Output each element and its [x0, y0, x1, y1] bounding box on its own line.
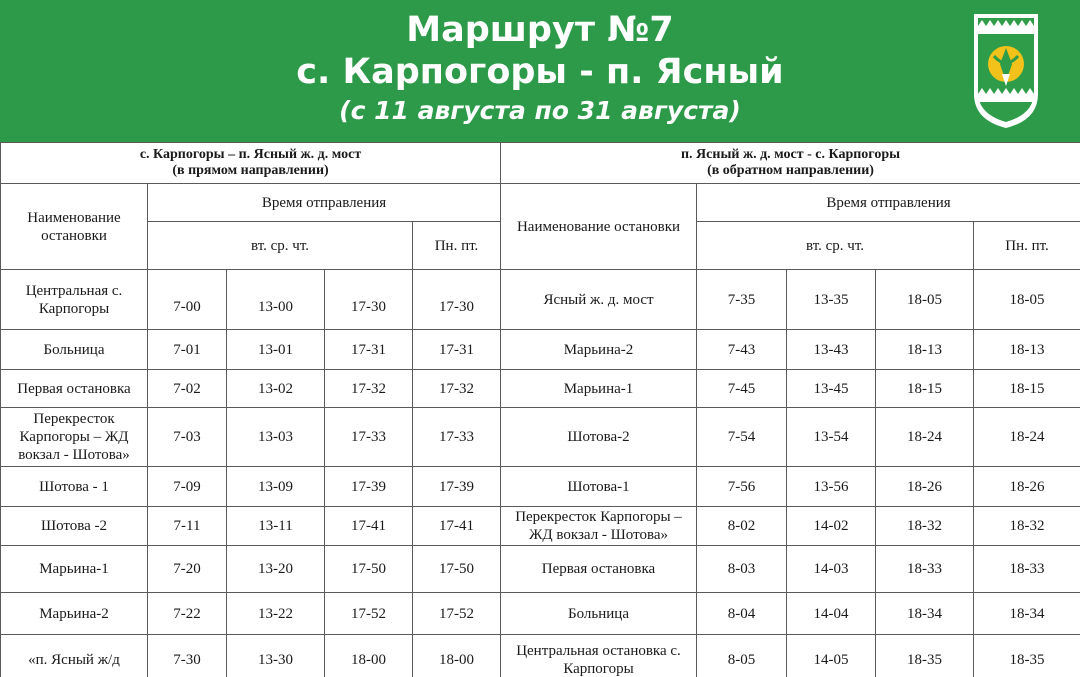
departure-time: 8-02 — [697, 507, 787, 546]
departure-time: 17-41 — [325, 507, 413, 546]
departure-time: 18-33 — [974, 546, 1080, 593]
departure-time: 13-22 — [227, 593, 325, 635]
stop-name: Перекресток Карпогоры – ЖД вокзал - Шотова» — [1, 408, 148, 467]
table-row — [1, 593, 501, 635]
departure-time: 18-05 — [974, 270, 1080, 330]
departure-time: 18-32 — [974, 507, 1080, 546]
departure-time: 18-13 — [974, 330, 1080, 370]
stop-name: «п. Ясный ж/д — [1, 635, 148, 677]
departure-time: 18-00 — [325, 635, 413, 677]
departure-time: 14-04 — [787, 593, 876, 635]
stop-name: Больница — [1, 330, 148, 370]
departure-time: 8-05 — [697, 635, 787, 677]
stop-column-header: Наименование остановки — [501, 184, 697, 270]
departure-time: 17-33 — [325, 408, 413, 467]
departure-time: 7-35 — [697, 270, 787, 330]
backward-schedule-table — [500, 142, 1080, 677]
coat-of-arms-icon — [972, 12, 1040, 130]
departure-time: 13-43 — [787, 330, 876, 370]
weekday-header: вт. ср. чт. — [697, 222, 974, 270]
stop-name: Перекресток Карпогоры – ЖД вокзал - Шотова» — [501, 507, 697, 546]
departure-time: 7-01 — [148, 330, 227, 370]
route-title: Маршрут №7 — [406, 10, 674, 50]
departure-time: 13-09 — [227, 467, 325, 507]
departure-time: 7-00 — [148, 270, 227, 330]
stop-name: Больница — [501, 593, 697, 635]
stop-name: Шотова-1 — [501, 467, 697, 507]
departure-time: 7-54 — [697, 408, 787, 467]
table-row — [1, 635, 501, 677]
departure-time: 18-00 — [413, 635, 501, 677]
departure-time: 17-52 — [325, 593, 413, 635]
departure-time: 7-43 — [697, 330, 787, 370]
departure-time: 18-13 — [876, 330, 974, 370]
stop-name: Центральная остановка с. Карпогоры — [501, 635, 697, 677]
direction-header — [501, 143, 1080, 184]
departure-time: 14-03 — [787, 546, 876, 593]
departure-time: 17-31 — [413, 330, 501, 370]
direction-route: с. Карпогоры – п. Ясный ж. д. мост — [139, 147, 362, 162]
table-row — [1, 507, 501, 546]
stop-name: Центральная с. Карпогоры — [1, 270, 148, 330]
departure-time: 7-02 — [148, 370, 227, 408]
departure-time: 13-35 — [787, 270, 876, 330]
table-row — [1, 370, 501, 408]
departure-time: 17-30 — [325, 270, 413, 330]
stop-name: Марьина-2 — [501, 330, 697, 370]
departure-time: 18-34 — [876, 593, 974, 635]
header-banner — [0, 0, 1080, 142]
departure-time: 18-35 — [876, 635, 974, 677]
table-row — [1, 270, 501, 330]
weekday-header: вт. ср. чт. — [148, 222, 413, 270]
departure-time: 18-05 — [876, 270, 974, 330]
departure-time: 8-04 — [697, 593, 787, 635]
departure-time: 13-54 — [787, 408, 876, 467]
departure-time: 7-30 — [148, 635, 227, 677]
stop-name: Первая остановка — [1, 370, 148, 408]
weekend-header: Пн. пт. — [974, 222, 1080, 270]
direction-header — [1, 143, 501, 184]
departure-time: 13-30 — [227, 635, 325, 677]
departure-time: 17-39 — [413, 467, 501, 507]
stop-name: Шотова -2 — [1, 507, 148, 546]
table-row — [1, 330, 501, 370]
departure-time: 17-31 — [325, 330, 413, 370]
stop-name: Марьина-1 — [501, 370, 697, 408]
time-column-header: Время отправления — [148, 184, 501, 222]
departure-time: 7-45 — [697, 370, 787, 408]
departure-time: 7-20 — [148, 546, 227, 593]
table-row — [501, 546, 1080, 593]
table-row — [501, 593, 1080, 635]
departure-time: 13-20 — [227, 546, 325, 593]
direction-label: (в прямом направлении) — [172, 163, 329, 178]
route-endpoints: с. Карпогоры - п. Ясный — [296, 52, 784, 92]
departure-time: 7-09 — [148, 467, 227, 507]
table-row — [501, 270, 1080, 330]
table-row — [501, 635, 1080, 677]
departure-time: 8-03 — [697, 546, 787, 593]
departure-time: 13-45 — [787, 370, 876, 408]
departure-time: 13-01 — [227, 330, 325, 370]
departure-time: 18-26 — [974, 467, 1080, 507]
stop-name: Шотова - 1 — [1, 467, 148, 507]
table-row — [501, 370, 1080, 408]
table-row — [1, 467, 501, 507]
departure-time: 17-50 — [325, 546, 413, 593]
departure-time: 14-05 — [787, 635, 876, 677]
departure-time: 17-41 — [413, 507, 501, 546]
stop-column-header: Наименование остановки — [1, 184, 148, 270]
departure-time: 18-34 — [974, 593, 1080, 635]
departure-time: 17-39 — [325, 467, 413, 507]
departure-time: 7-56 — [697, 467, 787, 507]
departure-time: 13-11 — [227, 507, 325, 546]
departure-time: 17-32 — [325, 370, 413, 408]
departure-time: 13-03 — [227, 408, 325, 467]
departure-time: 18-33 — [876, 546, 974, 593]
table-row — [1, 408, 501, 467]
departure-time: 7-11 — [148, 507, 227, 546]
table-row — [501, 507, 1080, 546]
date-range: (с 11 августа по 31 августа) — [339, 96, 741, 125]
departure-time: 18-15 — [876, 370, 974, 408]
departure-time: 18-24 — [974, 408, 1080, 467]
table-row — [501, 408, 1080, 467]
table-row — [501, 330, 1080, 370]
forward-schedule-table — [0, 142, 501, 677]
departure-time: 18-24 — [876, 408, 974, 467]
departure-time: 13-02 — [227, 370, 325, 408]
table-row — [1, 546, 501, 593]
stop-name: Шотова-2 — [501, 408, 697, 467]
stop-name: Первая остановка — [501, 546, 697, 593]
stop-name: Ясный ж. д. мост — [501, 270, 697, 330]
direction-label: (в обратном направлении) — [707, 163, 874, 178]
weekend-header: Пн. пт. — [413, 222, 501, 270]
departure-time: 18-15 — [974, 370, 1080, 408]
departure-time: 17-32 — [413, 370, 501, 408]
table-row — [501, 467, 1080, 507]
departure-time: 17-50 — [413, 546, 501, 593]
departure-time: 17-52 — [413, 593, 501, 635]
departure-time: 13-56 — [787, 467, 876, 507]
departure-time: 17-30 — [413, 270, 501, 330]
direction-route: п. Ясный ж. д. мост - с. Карпогоры — [680, 147, 901, 162]
departure-time: 7-22 — [148, 593, 227, 635]
departure-time: 18-32 — [876, 507, 974, 546]
stop-name: Марьина-1 — [1, 546, 148, 593]
departure-time: 7-03 — [148, 408, 227, 467]
departure-time: 18-26 — [876, 467, 974, 507]
stop-name: Марьина-2 — [1, 593, 148, 635]
departure-time: 18-35 — [974, 635, 1080, 677]
departure-time: 17-33 — [413, 408, 501, 467]
time-column-header: Время отправления — [697, 184, 1080, 222]
departure-time: 14-02 — [787, 507, 876, 546]
departure-time: 13-00 — [227, 270, 325, 330]
